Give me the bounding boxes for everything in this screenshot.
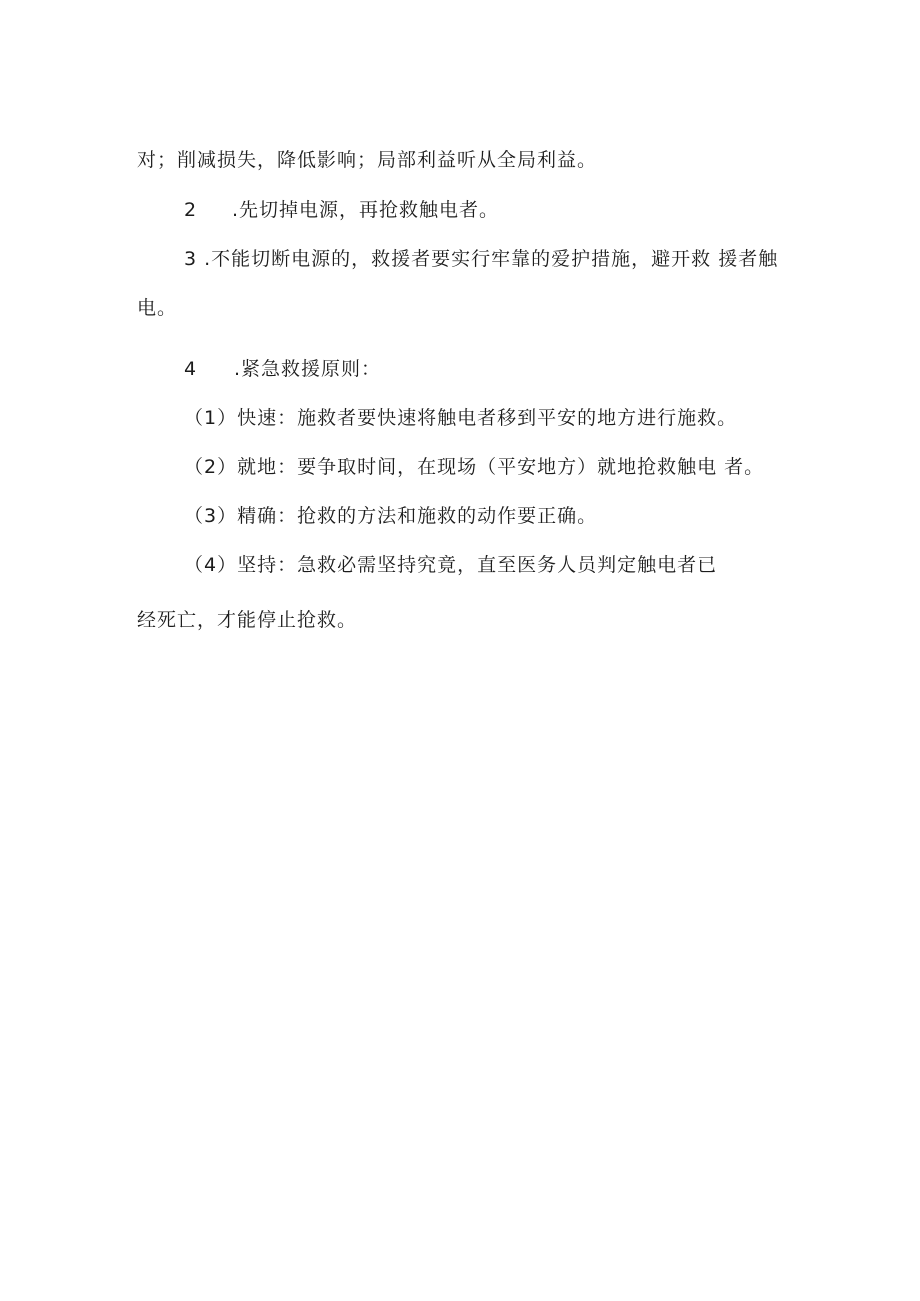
item-number: 2 [184,199,198,221]
principle-on-site: （2）就地：要争取时间，在现场（平安地方）就地抢救触电 者。 [184,456,765,478]
principle-accuracy: （3）精确：抢救的方法和施救的动作要正确。 [184,505,598,527]
numbered-item-3-line-1: 3 .不能切断电源的，救援者要实行牢靠的爱护措施，避开救 援者触 [184,248,779,270]
paragraph-continuation: 对；削减损失，降低影响；局部利益听从全局利益。 [137,149,598,171]
item-text: .先切掉电源，再抢救触电者。 [232,199,500,221]
numbered-item-3-line-2: 电。 [137,297,178,319]
final-paragraph-line: 经死亡，才能停止抢救。 [137,609,358,631]
numbered-item-2 [184,198,499,222]
numbered-item-4 [184,357,381,381]
item-text: .紧急救援原则： [234,358,382,380]
item-number: 4 [184,358,198,380]
principle-fast: （1）快速：施救者要快速将触电者移到平安的地方进行施救。 [184,407,738,429]
principle-persistence: （4）坚持：急救必需坚持究竟，直至医务人员判定触电者已 [184,554,718,576]
